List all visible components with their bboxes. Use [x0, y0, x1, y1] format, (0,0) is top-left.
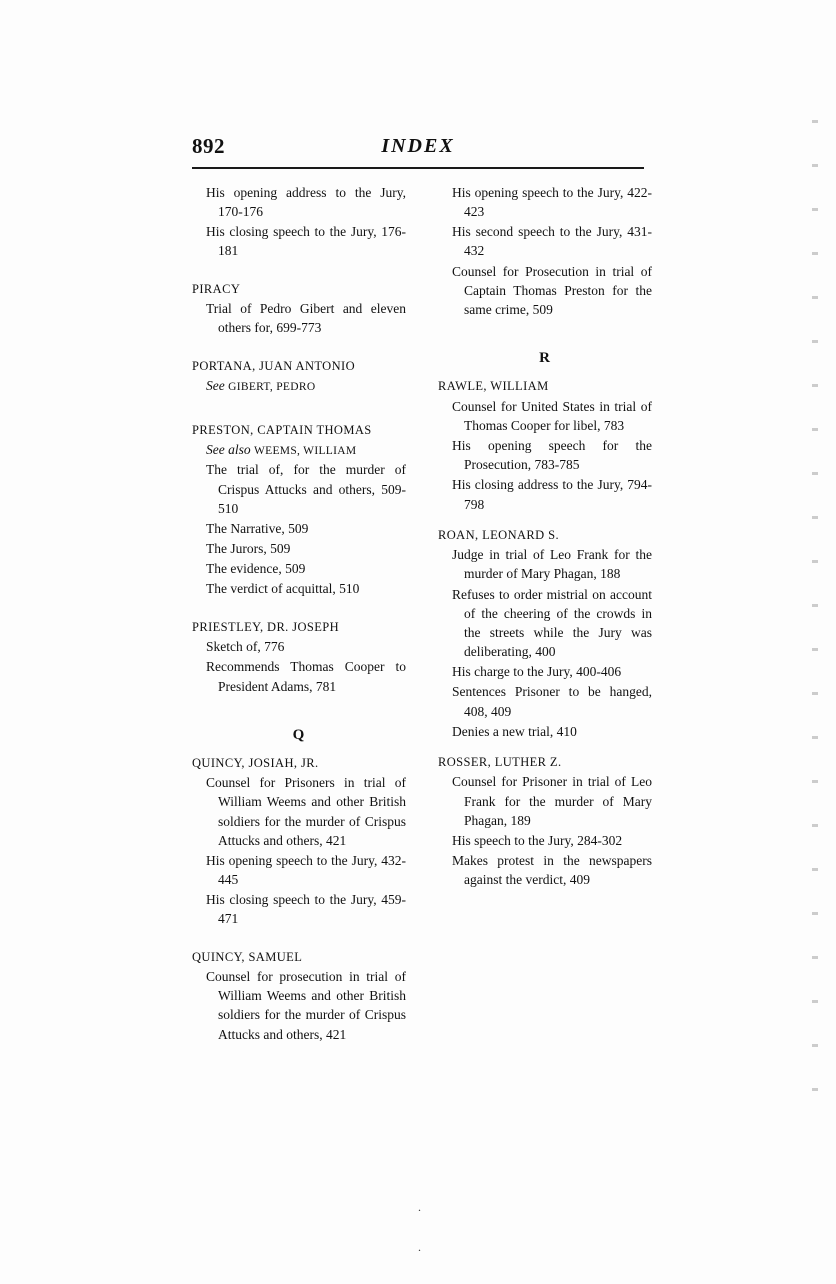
- index-subentry: His opening speech for the Prosecution, 783-785: [452, 438, 652, 473]
- index-subentry: Denies a new trial, 410: [452, 723, 577, 739]
- index-column-left: [192, 183, 406, 1045]
- index-subentry: The verdict of acquittal, 510: [206, 581, 360, 597]
- entry-spacer: [438, 515, 652, 528]
- index-subentry: Sketch of, 776: [206, 639, 285, 655]
- index-subentry: His charge to the Jury, 400-406: [452, 664, 622, 680]
- scan-edge-artifact: [812, 120, 818, 1100]
- index-subentry: Refuses to order mistrial on account of the cheering of the crowds in the streets while the Jury was deliberating, 400: [452, 586, 652, 660]
- index-headword: QUINCY, JOSIAH, JR.: [192, 755, 319, 770]
- index-headword: ROAN, LEONARD S.: [438, 527, 559, 542]
- index-subentry: Trial of Pedro Gibert and eleven others for, 699-773: [206, 301, 406, 336]
- index-subentry: Counsel for Prisoner in trial of Leo Frank for the murder of Mary Phagan, 189: [452, 774, 652, 828]
- cross-reference-lead: See: [206, 378, 225, 394]
- header-rule: [192, 167, 644, 169]
- footer-mark-2: .: [418, 1240, 421, 1254]
- index-subentry: Counsel for Prisoners in trial of William Weems and other British soldiers for the murder of Crispus Attucks and others, 421: [206, 775, 406, 848]
- index-headword: RAWLE, WILLIAM: [438, 379, 549, 394]
- index-subentry: Counsel for United States in trial of Thomas Cooper for libel, 783: [452, 398, 652, 433]
- index-subentry: His closing address to the Jury, 794-798: [452, 477, 652, 512]
- index-subentry: Sentences Prisoner to be hanged, 408, 409: [452, 684, 652, 719]
- entry-spacer: [192, 262, 406, 282]
- index-subentry: The Narrative, 509: [206, 520, 309, 536]
- index-subentry: His opening speech to the Jury, 422-423: [452, 185, 652, 220]
- index-subentry: Counsel for prosecution in trial of William Weems and other British soldiers for the murder of Crispus Attucks and others, 421: [206, 969, 406, 1042]
- entry-spacer: [192, 600, 406, 620]
- index-headword: PRESTON, CAPTAIN THOMAS: [192, 422, 372, 437]
- index-subentry: His opening address to the Jury, 170-176: [206, 185, 406, 220]
- index-subentry: Recommends Thomas Cooper to President Adams, 781: [206, 659, 406, 694]
- index-cross-reference: [192, 440, 406, 459]
- entry-spacer: [192, 697, 406, 717]
- index-headword: QUINCY, SAMUEL: [192, 949, 303, 964]
- entry-spacer: [438, 742, 652, 755]
- index-headword: ROSSER, LUTHER Z.: [438, 754, 562, 769]
- index-subentry: His opening speech to the Jury, 432-445: [206, 852, 406, 888]
- index-column-right: [438, 183, 652, 890]
- index-subentry: Judge in trial of Leo Frank for the murder of Mary Phagan, 188: [452, 547, 652, 582]
- index-subentry: Makes protest in the newspapers against the verdict, 409: [452, 853, 652, 888]
- index-subentry: His second speech to the Jury, 431-432: [452, 224, 652, 259]
- index-subentry: His speech to the Jury, 284-302: [452, 832, 623, 848]
- letter-section-heading: Q: [292, 726, 306, 743]
- running-head: INDEX: [381, 135, 455, 157]
- entry-spacer: [192, 339, 406, 359]
- index-headword: PIRACY: [192, 281, 241, 296]
- index-subentry: Counsel for Prosecution in trial of Captain Thomas Preston for the same crime, 509: [452, 263, 652, 317]
- cross-reference-target: WEEMS, WILLIAM: [254, 445, 357, 458]
- index-subentry: His closing speech to the Jury, 176-181: [206, 224, 406, 259]
- page-header: [192, 134, 644, 164]
- page-number: 892: [192, 134, 225, 158]
- cross-reference-target: GIBERT, PEDRO: [228, 381, 316, 394]
- index-headword: PORTANA, JUAN ANTONIO: [192, 358, 356, 373]
- letter-section-heading: R: [539, 350, 551, 367]
- index-subentry: The evidence, 509: [206, 561, 306, 577]
- index-headword: PRIESTLEY, DR. JOSEPH: [192, 619, 340, 634]
- index-cross-reference: [192, 376, 406, 395]
- cross-reference-lead: See also: [206, 442, 251, 458]
- index-subentry: The trial of, for the murder of Crispus Attucks and others, 509-510: [206, 462, 406, 516]
- footer-mark-1: .: [418, 1200, 421, 1214]
- index-columns: [192, 183, 652, 1143]
- entry-spacer: [438, 320, 652, 340]
- index-subentry: The Jurors, 509: [206, 541, 291, 557]
- index-subentry: His closing speech to the Jury, 459-471: [206, 892, 406, 927]
- entry-spacer: [192, 397, 406, 423]
- entry-spacer: [192, 930, 406, 950]
